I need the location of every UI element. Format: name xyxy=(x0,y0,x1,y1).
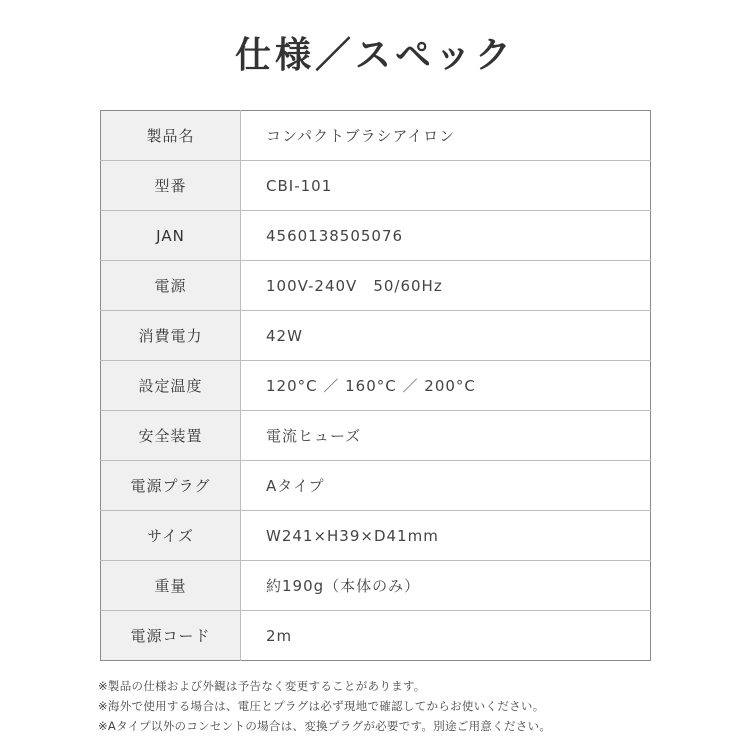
spec-value-cord: 2m xyxy=(266,626,293,645)
note-line: ※海外で使用する場合は、電圧とプラグは必ず現地で確認してからお使いください。 xyxy=(98,699,545,713)
spec-label-safety-device: 安全装置 xyxy=(101,411,241,461)
table-row xyxy=(101,461,651,511)
spec-label-size: サイズ xyxy=(101,511,241,561)
table-row xyxy=(101,511,651,561)
page-title: 仕様／スペック xyxy=(234,35,515,76)
table-row xyxy=(101,161,651,211)
spec-value-model: CBI-101 xyxy=(241,161,651,211)
spec-label-product-name: 製品名 xyxy=(101,111,241,161)
table-row xyxy=(101,411,651,461)
table-row xyxy=(101,211,651,261)
spec-value-plug: Aタイプ xyxy=(241,461,651,511)
table-row xyxy=(101,561,651,611)
spec-value-weight: 約190g（本体のみ） xyxy=(241,561,651,611)
spec-value-product-name: コンパクトブラシアイロン xyxy=(241,111,651,161)
spec-label-plug: 電源プラグ xyxy=(101,461,241,511)
spec-value-jan: 4560138505076 xyxy=(241,211,651,261)
spec-label-weight: 重量 xyxy=(101,561,241,611)
notes xyxy=(98,676,551,736)
note-line: ※製品の仕様および外観は予告なく変更することがあります。 xyxy=(98,679,426,693)
table-row xyxy=(101,111,651,161)
spec-value-power-supply: 100V-240V 50/60Hz xyxy=(241,261,651,311)
spec-table xyxy=(100,110,651,661)
spec-label-jan: JAN xyxy=(101,211,241,261)
table-row xyxy=(101,261,651,311)
table-row xyxy=(101,361,651,411)
spec-value-temperature: 120°C ／ 160°C ／ 200°C xyxy=(241,361,651,411)
spec-value-safety-device: 電流ヒューズ xyxy=(241,411,651,461)
note-line: ※Aタイプ以外のコンセントの場合は、変換プラグが必要です。別途ご用意ください。 xyxy=(98,719,552,733)
spec-label-cord: 電源コード xyxy=(101,611,241,661)
spec-value-size: W241×H39×D41mm xyxy=(241,511,651,561)
table-row xyxy=(101,311,651,361)
spec-label-power-supply: 電源 xyxy=(101,261,241,311)
table-row xyxy=(101,611,651,661)
spec-label-temperature: 設定温度 xyxy=(101,361,241,411)
spec-value-power-consumption: 42W xyxy=(241,311,651,361)
spec-label-power-consumption: 消費電力 xyxy=(101,311,241,361)
spec-label-model: 型番 xyxy=(101,161,241,211)
